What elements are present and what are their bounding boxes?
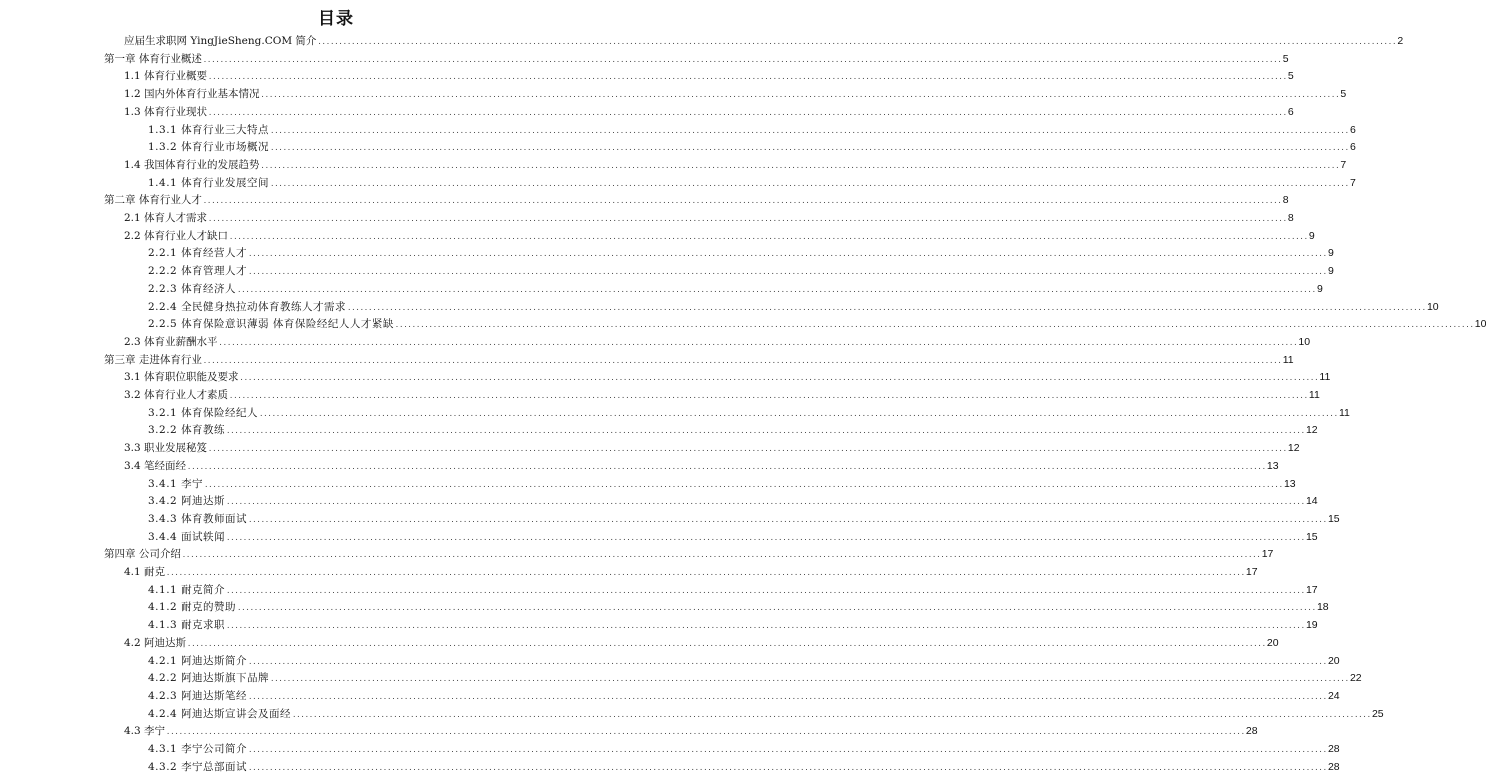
toc-entry-label: 3.3 职业发展秘笈: [124, 442, 208, 455]
toc-entry-label: 2.2.1 体育经营人才: [148, 247, 248, 260]
toc-entry-label: 2.2.5 体育保险意识薄弱 体育保险经纪人人才紧缺: [148, 318, 394, 331]
toc-page-number: 12: [1305, 424, 1318, 437]
toc-dot-leader: ................................................................................................................................................................................................................................................................: [166, 569, 1245, 577]
toc-dot-leader: ................................................................................................................................................................................................................................................................: [187, 462, 1266, 471]
toc-page-number: 19: [1305, 619, 1318, 632]
toc-entry-label: 2.2.3 体育经济人: [148, 282, 237, 295]
toc-dot-leader: ................................................................................................................................................................................................................................................................: [260, 161, 1340, 170]
toc-entry-label: 第四章 公司介绍: [104, 548, 181, 561]
toc-dot-leader: ................................................................................................................................................................................................................................................................: [270, 179, 1349, 188]
toc-page-number: 20: [1327, 654, 1340, 667]
toc-page-number: 17: [1261, 548, 1274, 561]
toc-page-number: 28: [1245, 725, 1258, 738]
toc-entry[interactable]: [148, 741, 1340, 759]
toc-entry-label: 第三章 走进体育行业: [104, 353, 202, 366]
toc-dot-leader: ................................................................................................................................................................................................................................................................: [347, 303, 1426, 312]
toc-page-number: 18: [1316, 601, 1329, 614]
toc-dot-leader: ................................................................................................................................................................................................................................................................: [208, 445, 1287, 454]
toc-dot-leader: ................................................................................................................................................................................................................................................................: [226, 498, 1305, 507]
toc-dot-leader: ................................................................................................................................................................................................................................................................: [237, 285, 1316, 294]
toc-page-number: 6: [1349, 141, 1356, 154]
toc-page-number: 5: [1282, 52, 1289, 65]
toc-entry[interactable]: [124, 564, 1258, 582]
toc-entry[interactable]: [148, 316, 1486, 334]
toc-entry[interactable]: [104, 546, 1274, 564]
toc-dot-leader: ................................................................................................................................................................................................................................................................: [187, 639, 1266, 648]
toc-page-number: 12: [1287, 442, 1300, 455]
toc-page-number: 11: [1319, 371, 1331, 384]
toc-entry[interactable]: [124, 68, 1294, 86]
toc-page-number: 15: [1327, 512, 1340, 525]
toc-dot-leader: ................................................................................................................................................................................................................................................................: [270, 144, 1349, 153]
toc-entry-label: 2.2 体育行业人才缺口: [124, 229, 229, 242]
toc-dot-leader: ................................................................................................................................................................................................................................................................: [259, 409, 1338, 418]
toc-entry[interactable]: [124, 369, 1331, 387]
toc-dot-leader: ................................................................................................................................................................................................................................................................: [202, 356, 1282, 365]
toc-entry-label: 4.3.1 李宁公司简介: [148, 743, 248, 755]
toc-page-number: 28: [1327, 743, 1340, 755]
toc-entry[interactable]: [148, 281, 1323, 299]
toc-entry[interactable]: [124, 228, 1315, 246]
toc-entry-label: 1.3.1 体育行业三大特点: [148, 123, 270, 136]
toc-page-number: 28: [1327, 760, 1340, 773]
toc-entry[interactable]: [148, 688, 1340, 706]
toc-entry-label: 3.4.2 阿迪达斯: [148, 495, 226, 508]
toc-entry-label: 4.2.3 阿迪达斯笔经: [148, 689, 248, 702]
toc-entry-label: 3.2.1 体育保险经纪人: [148, 406, 259, 419]
toc-entry-label: 3.1 体育职位职能及要求: [124, 371, 239, 384]
toc-entry-label: 2.2.4 全民健身热拉动体育教练人才需求: [148, 300, 347, 313]
toc-dot-leader: ................................................................................................................................................................................................................................................................: [226, 533, 1305, 542]
toc-page-number: 10: [1474, 318, 1486, 331]
toc-page-number: 11: [1282, 353, 1294, 366]
toc-page-number: 7: [1340, 158, 1347, 171]
toc-entry-label: 1.3.2 体育行业市场概况: [148, 141, 270, 154]
toc-page-number: 24: [1327, 689, 1340, 702]
toc-page-number: 9: [1316, 282, 1323, 295]
toc-dot-leader: ................................................................................................................................................................................................................................................................: [226, 427, 1305, 436]
toc-entry[interactable]: [124, 387, 1320, 405]
toc-dot-leader: ................................................................................................................................................................................................................................................................: [208, 108, 1287, 117]
toc-entry-label: 4.1.3 耐克求职: [148, 619, 226, 632]
toc-entry[interactable]: [124, 157, 1347, 175]
toc-entry-label: 4.2.4 阿迪达斯宣讲会及面经: [148, 707, 292, 720]
toc-entry-label: 1.3 体育行业现状: [124, 105, 208, 118]
toc-entry-label: 1.4.1 体育行业发展空间: [148, 176, 270, 189]
toc-entry[interactable]: [124, 104, 1294, 122]
toc-entry-label: 3.4.3 体育教师面试: [148, 512, 248, 525]
toc-entry-label: 4.1 耐克: [124, 566, 166, 578]
toc-page-number: 10: [1426, 300, 1439, 313]
toc-page-number: 6: [1349, 123, 1356, 136]
toc-entry[interactable]: [124, 334, 1311, 352]
toc-entry-label: 3.2 体育行业人才素质: [124, 389, 229, 401]
toc-entry[interactable]: [148, 405, 1350, 423]
toc-entry[interactable]: [148, 493, 1318, 511]
toc-page-number: 11: [1308, 389, 1320, 401]
toc-dot-leader: ................................................................................................................................................................................................................................................................: [248, 515, 1327, 524]
toc-entry[interactable]: [148, 299, 1439, 317]
toc-dot-leader: ................................................................................................................................................................................................................................................................: [226, 586, 1305, 595]
toc-dot-leader: ................................................................................................................................................................................................................................................................: [248, 657, 1327, 666]
toc-entry[interactable]: [104, 51, 1289, 69]
toc-entry[interactable]: [124, 210, 1294, 228]
toc-entry-label: 4.2.2 阿迪达斯旗下品牌: [148, 672, 270, 685]
toc-entry[interactable]: [148, 706, 1384, 724]
toc-entry[interactable]: [148, 476, 1296, 494]
toc-dot-leader: ................................................................................................................................................................................................................................................................: [248, 268, 1327, 277]
toc-page-number: 9: [1327, 265, 1334, 278]
toc-page-number: 17: [1305, 583, 1318, 596]
toc-entry[interactable]: [124, 635, 1279, 653]
toc-entry-label: 4.3.2 李宁总部面试: [148, 760, 248, 773]
toc-entry[interactable]: [148, 529, 1318, 547]
toc-page-number: 6: [1287, 105, 1294, 118]
toc-page-number: 13: [1283, 477, 1296, 490]
toc-entry-label: 应届生求职网 YingJieSheng.COM 简介: [124, 35, 317, 47]
toc-entry[interactable]: [124, 458, 1279, 476]
toc-dot-leader: ................................................................................................................................................................................................................................................................: [204, 480, 1283, 489]
toc-entry[interactable]: [148, 759, 1340, 777]
toc-entry[interactable]: [148, 617, 1318, 635]
toc-dot-leader: ................................................................................................................................................................................................................................................................: [248, 692, 1327, 701]
toc-dot-leader: ................................................................................................................................................................................................................................................................: [248, 763, 1327, 772]
toc-entry[interactable]: [148, 670, 1362, 688]
toc-entry[interactable]: [148, 139, 1356, 157]
toc-page-number: 14: [1305, 495, 1318, 508]
toc-dot-leader: ................................................................................................................................................................................................................................................................: [394, 321, 1474, 330]
toc-entry-label: 1.2 国内外体育行业基本情况: [124, 88, 260, 101]
toc-dot-leader: ................................................................................................................................................................................................................................................................: [229, 392, 1308, 400]
toc-entry-label: 3.2.2 体育教练: [148, 424, 226, 437]
toc-page-number: 2: [1397, 35, 1404, 47]
toc-entry-label: 4.2.1 阿迪达斯简介: [148, 654, 248, 667]
toc-page-number: 8: [1287, 212, 1294, 224]
toc-entry-label: 第二章 体育行业人才: [104, 194, 202, 207]
toc-entry[interactable]: [124, 723, 1258, 741]
toc-entry-label: 4.1.2 耐克的赞助: [148, 601, 237, 614]
toc-dot-leader: ................................................................................................................................................................................................................................................................: [292, 710, 1371, 719]
toc-entry-label: 2.2.2 体育管理人才: [148, 265, 248, 278]
toc-dot-leader: ................................................................................................................................................................................................................................................................: [317, 38, 1397, 46]
toc-entry-label: 3.4.4 面试轶闻: [148, 530, 226, 543]
toc-page-number: 7: [1349, 176, 1356, 189]
toc-entry-label: 4.2 阿迪达斯: [124, 636, 187, 649]
toc-dot-leader: ................................................................................................................................................................................................................................................................: [166, 728, 1245, 737]
toc-entry[interactable]: [148, 653, 1340, 671]
toc-page-number: 9: [1308, 229, 1315, 242]
toc-entry[interactable]: [148, 263, 1334, 281]
toc-entry[interactable]: [148, 122, 1356, 140]
toc-entry-label: 2.3 体育业薪酬水平: [124, 335, 218, 348]
toc-dot-leader: ................................................................................................................................................................................................................................................................: [248, 746, 1327, 754]
toc-page-number: 13: [1266, 459, 1279, 472]
toc-dot-leader: ................................................................................................................................................................................................................................................................: [202, 55, 1282, 64]
toc-entry[interactable]: [148, 599, 1329, 617]
toc-page-number: 17: [1245, 566, 1258, 578]
toc-dot-leader: ................................................................................................................................................................................................................................................................: [270, 126, 1349, 135]
toc-page-number: 15: [1305, 530, 1318, 543]
toc-entry-label: 1.1 体育行业概要: [124, 70, 208, 83]
toc-dot-leader: ................................................................................................................................................................................................................................................................: [181, 551, 1261, 560]
toc-page-number: 20: [1266, 636, 1279, 649]
toc-dot-leader: ................................................................................................................................................................................................................................................................: [248, 250, 1327, 259]
toc-page-number: 5: [1287, 70, 1294, 83]
toc-entry-label: 1.4 我国体育行业的发展趋势: [124, 158, 260, 171]
toc-page-number: 10: [1298, 335, 1311, 348]
toc-entry[interactable]: [148, 582, 1318, 600]
toc-entry-label: 3.4.1 李宁: [148, 477, 204, 490]
toc-entry-label: 2.1 体育人才需求: [124, 212, 208, 224]
toc-entry-label: 第一章 体育行业概述: [104, 52, 202, 65]
toc-entry-label: 3.4 笔经面经: [124, 459, 187, 472]
toc-page-number: 5: [1340, 88, 1347, 101]
toc-dot-leader: ................................................................................................................................................................................................................................................................: [239, 374, 1319, 383]
toc-entry[interactable]: [148, 422, 1318, 440]
toc-page-number: 25: [1371, 707, 1384, 720]
toc-dot-leader: ................................................................................................................................................................................................................................................................: [208, 215, 1287, 223]
toc-page-number: 11: [1338, 406, 1350, 419]
toc-dot-leader: ................................................................................................................................................................................................................................................................: [202, 197, 1282, 206]
toc-dot-leader: ................................................................................................................................................................................................................................................................: [229, 232, 1308, 241]
toc-entry[interactable]: [124, 86, 1347, 104]
toc-dot-leader: ................................................................................................................................................................................................................................................................: [218, 338, 1298, 347]
toc-dot-leader: ................................................................................................................................................................................................................................................................: [270, 675, 1349, 684]
toc-entry[interactable]: [148, 511, 1340, 529]
toc-page-number: 22: [1349, 672, 1362, 685]
toc-entry-label: 4.1.1 耐克简介: [148, 583, 226, 596]
toc-page-number: 9: [1327, 247, 1334, 260]
toc-dot-leader: ................................................................................................................................................................................................................................................................: [237, 604, 1316, 613]
toc-entry[interactable]: [148, 245, 1334, 263]
page-title: 目录: [318, 9, 354, 29]
toc-entry[interactable]: [104, 192, 1289, 210]
toc-dot-leader: ................................................................................................................................................................................................................................................................: [208, 73, 1287, 82]
toc-entry[interactable]: [104, 352, 1294, 370]
toc-entry[interactable]: [124, 33, 1404, 51]
toc-entry-label: 4.3 李宁: [124, 725, 166, 738]
toc-entry[interactable]: [124, 440, 1300, 458]
toc-page-number: 8: [1282, 194, 1289, 207]
toc-entry[interactable]: [148, 175, 1356, 193]
toc-dot-leader: ................................................................................................................................................................................................................................................................: [226, 622, 1305, 631]
toc-dot-leader: ................................................................................................................................................................................................................................................................: [260, 91, 1340, 100]
